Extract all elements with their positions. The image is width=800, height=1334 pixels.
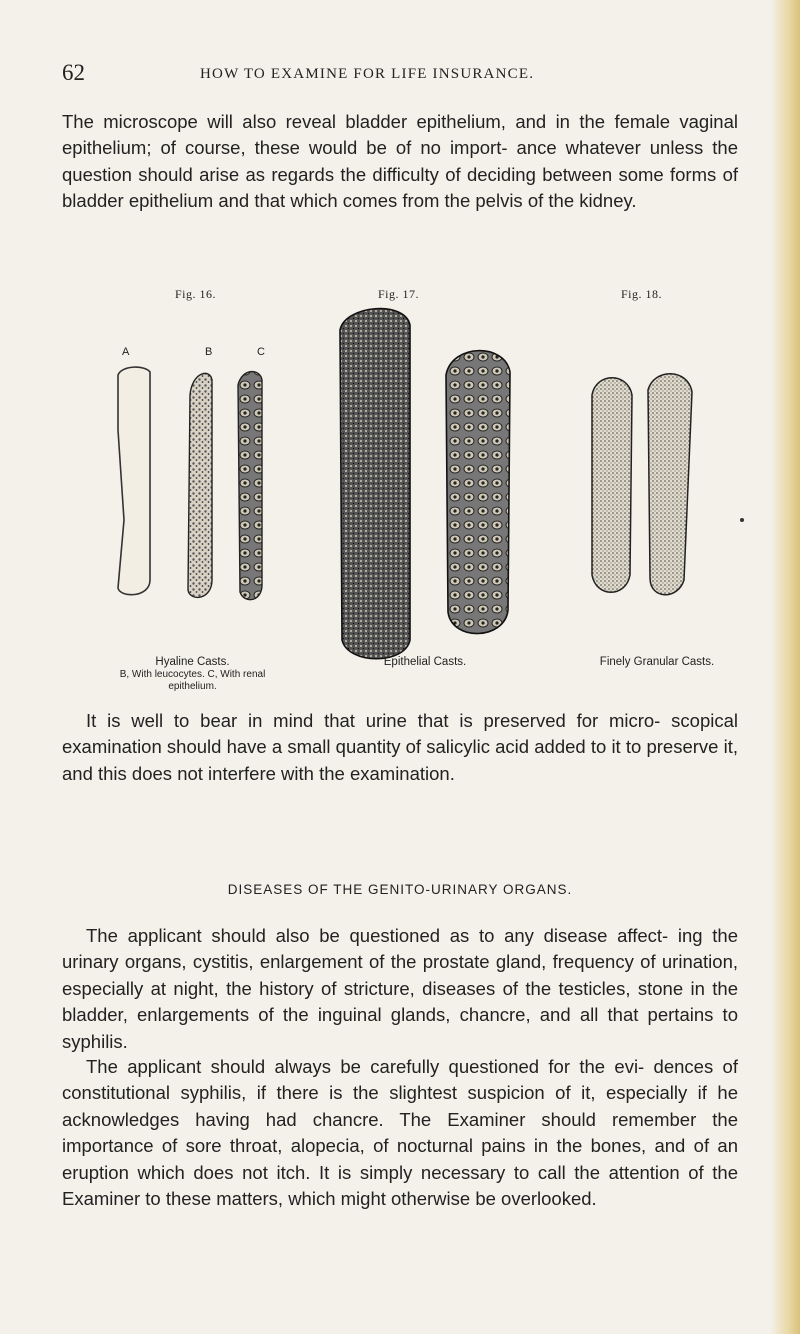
fig16-leucocyte-cast-b (188, 373, 212, 597)
fig18-caption: Finely Granular Casts. (599, 656, 715, 668)
fig16-epithelium-cast-c (238, 372, 262, 600)
fig16-letter-a: A (122, 346, 130, 358)
fig18-label: Fig. 18. (621, 287, 663, 301)
paragraph-syphilis: The applicant should always be carefully questioned for the evi- dences of constitutional syphilis, if there is the slightest suspicion of it, especially if he acknowledges having had chancre. The Examiner should remember the importance of sore throat, alopecia, of nocturnal pains in the bones, and of an eruption which does not itch. It is simply necessary to call the attention of the Examiner to these matters, which might otherwise be overlooked. (62, 1056, 738, 1210)
page-number: 62 (62, 60, 85, 85)
fig17-label: Fig. 17. (378, 287, 420, 301)
fig18-granular-cast-left (592, 378, 632, 593)
paragraph-urinary: The applicant should also be questioned as to any disease affect- ing the urinary organs, cystitis, enlargement of the prostate gland, frequency of urination, especially at night, the history of stricture, diseases of the testicles, stone in the bladder, enlargements of the inguinal glands, chancre, and all that pertains to syphilis. (62, 925, 738, 1052)
fig17-caption: Epithelial Casts. (383, 656, 467, 668)
fig16-caption-sub: B, With leucocytes. C, With renal epithelium. (119, 669, 266, 692)
fig16-label: Fig. 16. (175, 287, 217, 301)
section-heading: DISEASES OF THE GENITO-URINARY ORGANS. (227, 882, 573, 897)
fig16-hyaline-cast-a (118, 367, 150, 595)
fig16-caption (100, 656, 285, 693)
fig18-granular-cast-right (648, 374, 692, 595)
fig16-letter-c: C (257, 346, 265, 358)
fig17-epithelial-cast-left (340, 309, 410, 659)
paragraph-salicylic: It is well to bear in mind that urine that is preserved for micro- scopical examination should have a small quantity of salicylic acid added to it to preserve it, and this does not interfere with the examination. (62, 710, 738, 784)
fig18-granule-dot (740, 518, 744, 522)
fig16-caption-title: Hyaline Casts. (155, 656, 230, 668)
fig17-epithelial-cast-right (446, 351, 510, 634)
running-title: HOW TO EXAMINE FOR LIFE INSURANCE. (200, 66, 535, 82)
fig16-letter-b: B (205, 346, 213, 358)
paragraph-microscope: The microscope will also reveal bladder epithelium, and in the female vaginal epithelium; of course, these would be of no import- ance whatever unless the question should arise as regards the difficulty of deciding between some forms of bladder epithelium and that which comes from the pelvis of the kidney. (62, 111, 738, 212)
